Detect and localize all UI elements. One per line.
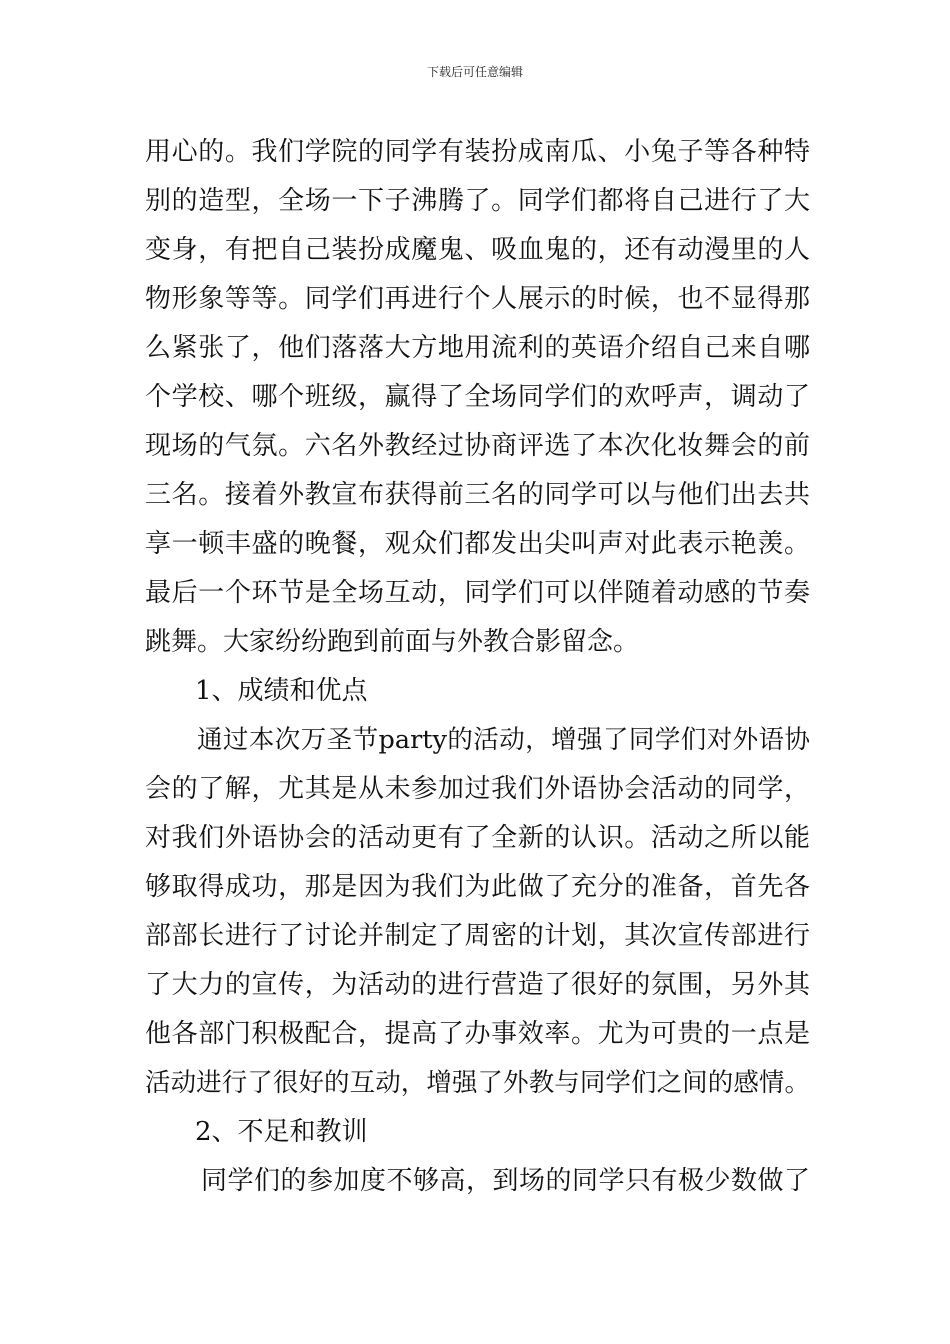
- page-header: 下载后可任意编辑: [426, 65, 523, 79]
- text-line: 通过本次万圣节party的活动，增强了同学们对外语协: [197, 725, 810, 755]
- text-line: 他各部门积极配合，提高了办事效率。尤为可贵的一点是: [145, 1019, 810, 1049]
- text-line: 部部长进行了讨论并制定了周密的计划，其次宣传部进行: [145, 921, 810, 951]
- text-line: 最后一个环节是全场互动，同学们可以伴随着动感的节奏: [145, 578, 810, 608]
- text-line: 物形象等等。同学们再进行个人展示的时候，也不显得那: [145, 284, 810, 314]
- document-body: [145, 128, 810, 1206]
- text-line: 同学们的参加度不够高，到场的同学只有极少数做了: [201, 1166, 810, 1196]
- text-line: 别的造型，全场一下子沸腾了。同学们都将自己进行了大: [145, 186, 810, 216]
- text-line: 个学校、哪个班级，赢得了全场同学们的欢呼声，调动了: [145, 382, 810, 412]
- section-heading: 1、成绩和优点: [195, 676, 368, 706]
- text-line: 了大力的宣传，为活动的进行营造了很好的氛围，另外其: [145, 970, 810, 1000]
- text-line: 三名。接着外教宣布获得前三名的同学可以与他们出去共: [145, 480, 810, 510]
- text-line: 现场的气氛。六名外教经过协商评选了本次化妆舞会的前: [145, 431, 810, 461]
- text-line: 享一顿丰盛的晚餐，观众们都发出尖叫声对此表示艳羡。: [145, 529, 810, 559]
- text-line: 会的了解，尤其是从未参加过我们外语协会活动的同学，: [145, 774, 810, 804]
- text-line: 对我们外语协会的活动更有了全新的认识。活动之所以能: [145, 823, 810, 853]
- text-line: 用心的。我们学院的同学有装扮成南瓜、小兔子等各种特: [145, 137, 810, 167]
- text-line: 变身，有把自己装扮成魔鬼、吸血鬼的，还有动漫里的人: [145, 235, 810, 265]
- text-line: 跳舞。大家纷纷跑到前面与外教合影留念。: [145, 627, 640, 657]
- section-heading: 2、不足和教训: [195, 1117, 368, 1147]
- text-line: 够取得成功，那是因为我们为此做了充分的准备，首先各: [145, 872, 810, 902]
- text-line: 活动进行了很好的互动，增强了外教与同学们之间的感情。: [145, 1068, 810, 1098]
- text-line: 么紧张了，他们落落大方地用流利的英语介绍自己来自哪: [145, 333, 810, 363]
